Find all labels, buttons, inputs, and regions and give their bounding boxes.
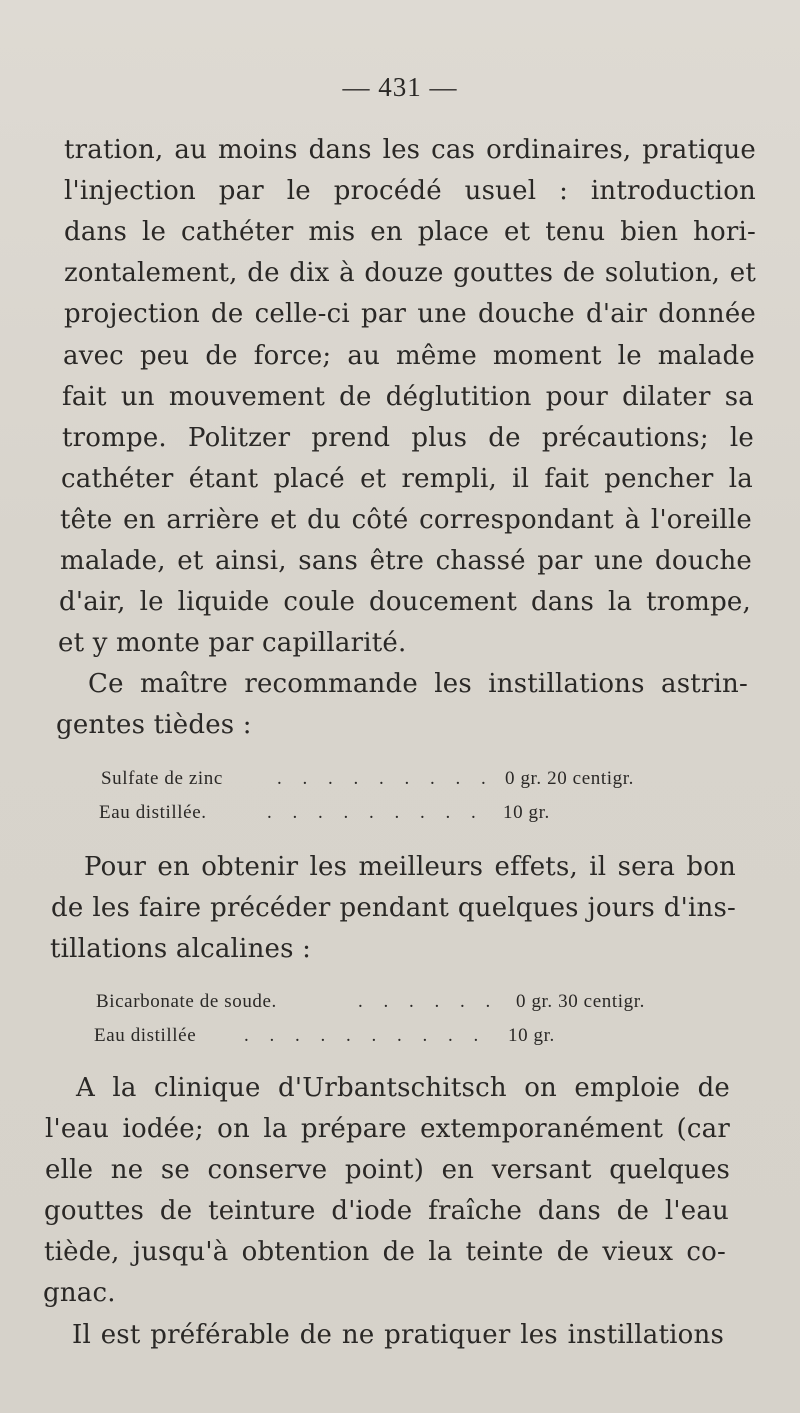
text-line: gnac.: [43, 1278, 116, 1308]
text-line: A la clinique d'Urbantschitsch on emploie de: [76, 1073, 730, 1103]
text-line: Pour en obtenir les meilleurs effets, il sera bon: [84, 852, 736, 882]
text-line: trompe. Politzer prend plus de précautions; le: [62, 423, 754, 453]
leader-dots: . . . . . . . . . .: [244, 1025, 487, 1046]
text-line: projection de celle-ci par une douche d'air donnée: [64, 299, 756, 329]
text-line: zontalement, de dix à douze gouttes de solution, et: [64, 258, 756, 288]
leader-dots: . . . . . . . . .: [267, 802, 484, 823]
text-line: tration, au moins dans les cas ordinaires, pratique: [64, 135, 756, 165]
text-line: Il est préférable de ne pratiquer les instillations: [72, 1320, 724, 1350]
ingredient-quantity: 0 gr. 30 centigr.: [516, 991, 645, 1012]
text-line: malade, et ainsi, sans être chassé par une douche: [60, 546, 752, 576]
text-line: tiède, jusqu'à obtention de la teinte de vieux co-: [44, 1237, 726, 1267]
text-line: tillations alcalines :: [50, 934, 312, 964]
text-line: cathéter étant placé et rempli, il fait pencher la: [61, 464, 753, 494]
recipe-row: [99, 798, 550, 828]
leader-dots: . . . . . .: [358, 991, 499, 1012]
ingredient-name: Bicarbonate de soude.: [96, 991, 277, 1012]
text-line: tête en arrière et du côté correspondant à l'oreille: [60, 505, 752, 535]
ingredient-name: Eau distillée.: [99, 802, 207, 823]
text-line: l'injection par le procédé usuel : introduction: [64, 176, 756, 206]
text-line: gentes tièdes :: [56, 710, 252, 740]
text-line: fait un mouvement de déglutition pour dilater sa: [62, 382, 754, 412]
leader-dots: . . . . . . . . .: [277, 768, 494, 789]
text-line: et y monte par capillarité.: [58, 628, 407, 658]
text-line: Ce maître recommande les instillations astrin-: [88, 669, 748, 699]
ingredient-quantity: 10 gr.: [508, 1025, 555, 1046]
text-line: gouttes de teinture d'iode fraîche dans de l'eau: [44, 1196, 729, 1226]
text-line: l'eau iodée; on la prépare extemporanément (car: [45, 1114, 730, 1144]
ingredient-name: Sulfate de zinc: [101, 768, 223, 789]
recipe-row: [101, 764, 634, 794]
recipe-row: [96, 987, 645, 1017]
ingredient-quantity: 10 gr.: [503, 802, 550, 823]
ingredient-quantity: 0 gr. 20 centigr.: [505, 768, 634, 789]
text-line: d'air, le liquide coule doucement dans la trompe,: [59, 587, 751, 617]
text-line: elle ne se conserve point) en versant quelques: [45, 1155, 730, 1185]
text-line: avec peu de force; au même moment le malade: [63, 341, 755, 371]
ingredient-name: Eau distillée: [94, 1025, 197, 1046]
recipe-row: [94, 1021, 555, 1051]
text-line: de les faire précéder pendant quelques jours d'ins-: [51, 893, 736, 923]
page-number: — 431 —: [342, 72, 458, 102]
text-line: dans le cathéter mis en place et tenu bien hori-: [64, 217, 756, 247]
